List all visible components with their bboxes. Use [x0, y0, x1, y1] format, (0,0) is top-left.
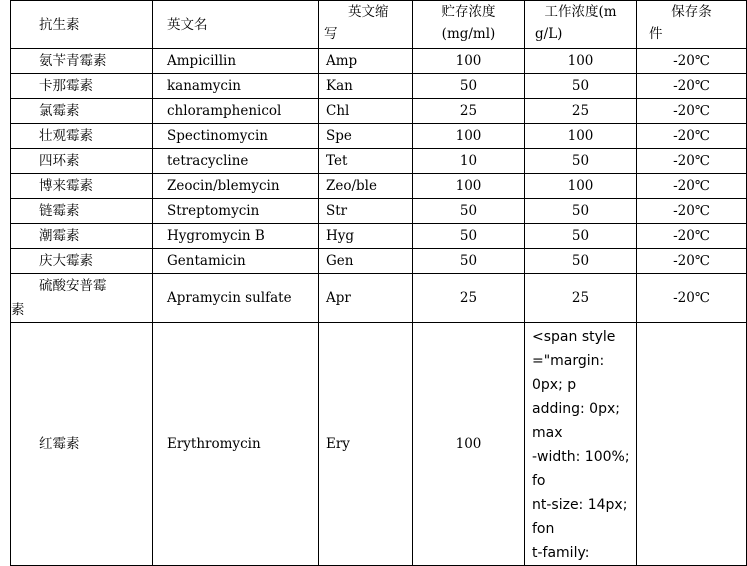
cell-name-en: Apramycin sulfate — [153, 274, 319, 323]
cell-name-en: Spectinomycin — [153, 124, 319, 149]
cell-storage: -20℃ — [637, 124, 747, 149]
table-row — [11, 174, 747, 199]
header-stock-line2: (mg/ml) — [441, 26, 496, 42]
cell-name-cn: 四环素 — [11, 149, 153, 174]
header-storage-condition — [637, 1, 747, 49]
cell-working: 25 — [525, 99, 637, 124]
cell-name-en: Gentamicin — [153, 249, 319, 274]
cell-storage: -20℃ — [637, 49, 747, 74]
header-abbreviation-line1: 英文缩 — [348, 4, 389, 20]
cell-name-cn: 潮霉素 — [11, 224, 153, 249]
cell-working: 100 — [525, 49, 637, 74]
table-row — [11, 49, 747, 74]
cell-storage: -20℃ — [637, 149, 747, 174]
cell-name-en: Streptomycin — [153, 199, 319, 224]
table-row — [11, 124, 747, 149]
header-working-line2: g/L) — [535, 26, 563, 42]
cell-working: 25 — [525, 274, 637, 323]
cell-abbreviation: Str — [319, 199, 413, 224]
cell-storage: -20℃ — [637, 249, 747, 274]
cell-name-en: Zeocin/blemycin — [153, 174, 319, 199]
cell-storage: -20℃ — [637, 274, 747, 323]
header-abbreviation — [319, 1, 413, 49]
cell-name-cn: 氯霉素 — [11, 99, 153, 124]
cell-name-en: chloramphenicol — [153, 99, 319, 124]
cell-name-cn — [11, 274, 153, 323]
cell-storage — [637, 323, 747, 566]
cell-stock: 50 — [413, 199, 525, 224]
header-storage-line2: 件 — [649, 26, 663, 42]
table-row — [11, 199, 747, 224]
header-stock-concentration — [413, 1, 525, 49]
cell-stock: 100 — [413, 124, 525, 149]
header-working-concentration — [525, 1, 637, 49]
cell-name-en: kanamycin — [153, 74, 319, 99]
cell-name-cn-line2: 素 — [11, 302, 25, 318]
header-name-cn: 抗生素 — [11, 1, 153, 49]
cell-abbreviation: Spe — [319, 124, 413, 149]
cell-name-cn: 红霉素 — [11, 323, 153, 566]
cell-working: 50 — [525, 149, 637, 174]
cell-abbreviation: Apr — [319, 274, 413, 323]
antibiotic-table — [10, 0, 747, 566]
cell-working: 50 — [525, 199, 637, 224]
cell-abbreviation: Ery — [319, 323, 413, 566]
cell-abbreviation: Kan — [319, 74, 413, 99]
table-row — [11, 224, 747, 249]
cell-stock: 100 — [413, 49, 525, 74]
cell-stock: 25 — [413, 274, 525, 323]
cell-stock: 50 — [413, 74, 525, 99]
header-working-line1: 工作浓度(m — [544, 4, 617, 20]
cell-abbreviation: Chl — [319, 99, 413, 124]
header-storage-line1: 保存条 — [671, 4, 712, 20]
cell-name-en: Ampicillin — [153, 49, 319, 74]
cell-working: 100 — [525, 124, 637, 149]
header-abbreviation-line2: 写 — [324, 26, 338, 42]
cell-name-en: Hygromycin B — [153, 224, 319, 249]
cell-name-cn: 氨苄青霉素 — [11, 49, 153, 74]
cell-storage: -20℃ — [637, 99, 747, 124]
cell-abbreviation: Hyg — [319, 224, 413, 249]
table-row — [11, 74, 747, 99]
cell-storage: -20℃ — [637, 74, 747, 99]
table-row — [11, 149, 747, 174]
cell-storage: -20℃ — [637, 199, 747, 224]
header-row — [11, 1, 747, 49]
cell-stock: 25 — [413, 99, 525, 124]
cell-stock: 100 — [413, 323, 525, 566]
cell-name-cn: 壮观霉素 — [11, 124, 153, 149]
cell-stock: 100 — [413, 174, 525, 199]
cell-abbreviation: Tet — [319, 149, 413, 174]
cell-working: 50 — [525, 249, 637, 274]
header-stock-line1: 贮存浓度 — [441, 4, 496, 20]
cell-abbreviation: Amp — [319, 49, 413, 74]
cell-name-cn-line1: 硫酸安普霉 — [39, 278, 107, 294]
cell-stock: 10 — [413, 149, 525, 174]
cell-storage: -20℃ — [637, 174, 747, 199]
cell-name-en: tetracycline — [153, 149, 319, 174]
cell-name-cn: 链霉素 — [11, 199, 153, 224]
cell-name-cn: 博来霉素 — [11, 174, 153, 199]
cell-working: 50 — [525, 74, 637, 99]
cell-abbreviation: Zeo/ble — [319, 174, 413, 199]
table-row — [11, 323, 747, 566]
cell-stock: 50 — [413, 224, 525, 249]
table-row — [11, 249, 747, 274]
raw-markup-text: <span style ="margin: 0px; p adding: 0px; max -width: 100%; fo nt-size: 14px; fon t-family: — [532, 329, 630, 561]
cell-stock: 50 — [413, 249, 525, 274]
cell-name-cn: 卡那霉素 — [11, 74, 153, 99]
cell-name-cn: 庆大霉素 — [11, 249, 153, 274]
cell-abbreviation: Gen — [319, 249, 413, 274]
cell-working-raw-markup — [525, 323, 637, 566]
table-row — [11, 99, 747, 124]
cell-storage: -20℃ — [637, 224, 747, 249]
header-name-en: 英文名 — [153, 1, 319, 49]
cell-working: 50 — [525, 224, 637, 249]
cell-name-en: Erythromycin — [153, 323, 319, 566]
cell-working: 100 — [525, 174, 637, 199]
table-row — [11, 274, 747, 323]
